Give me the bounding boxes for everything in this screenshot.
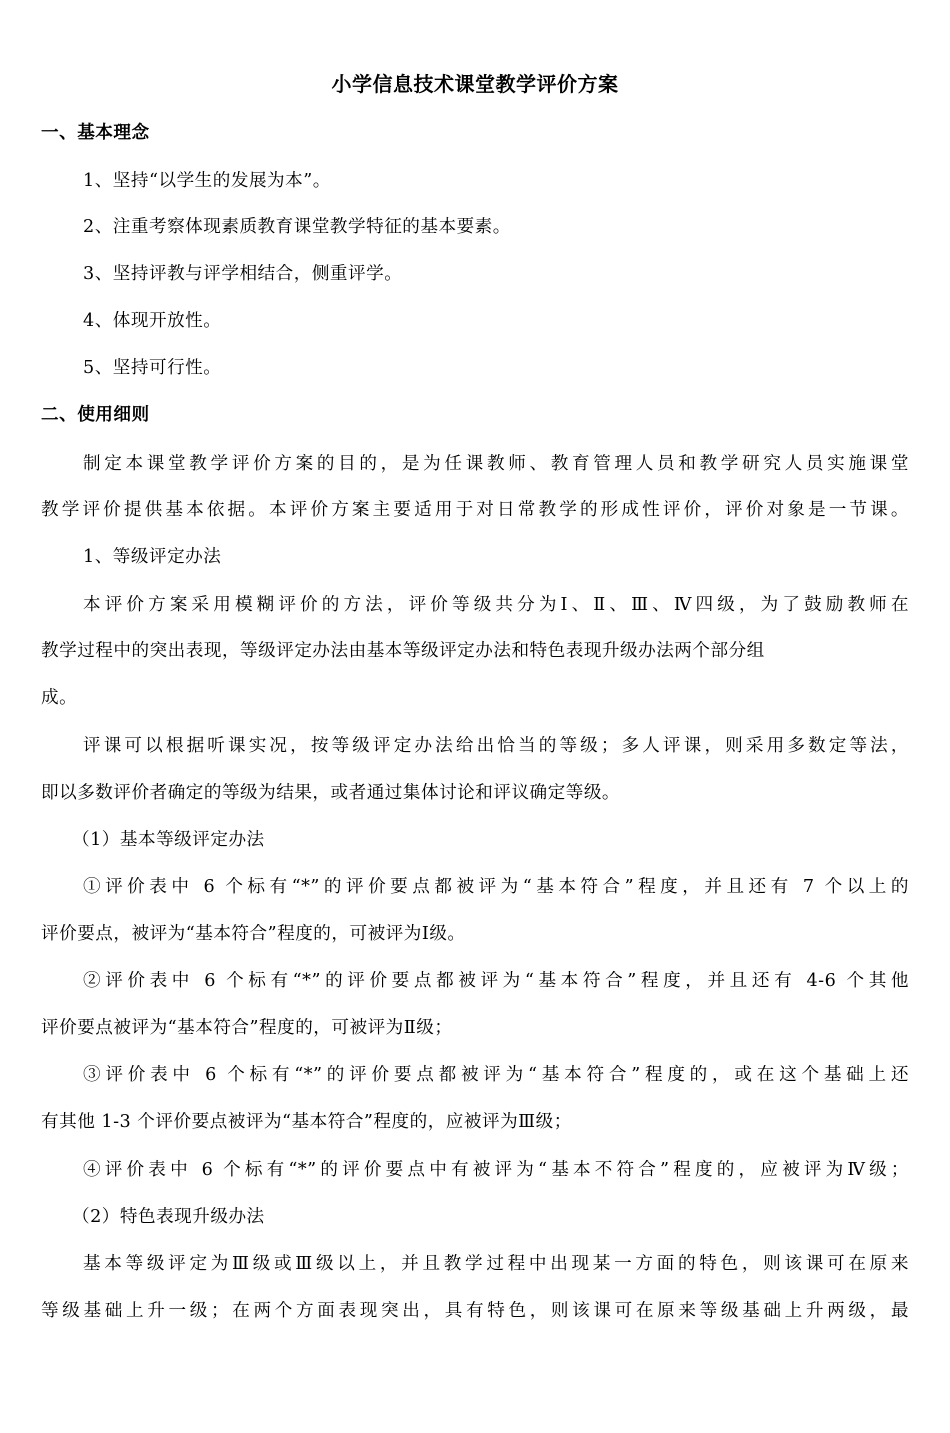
- rule-line: ②评价表中 6 个标有“*”的评价要点都被评为“基本符合”程度，并且还有 4-6 个其他: [83, 971, 909, 991]
- rule-line: 评价要点被评为“基本符合”程度的，可被评为Ⅱ级；: [41, 1018, 453, 1038]
- subsection-heading-basic-grading: （1）基本等级评定办法: [72, 830, 265, 850]
- paragraph-line: 等级基础上升一级；在两个方面表现突出，具有特色，则该课可在原来等级基础上升两级，最: [41, 1301, 909, 1321]
- paragraph-line: 教学过程中的突出表现，等级评定办法由基本等级评定办法和特色表现升级办法两个部分组: [41, 641, 765, 661]
- subsection-heading-grading: 1、等级评定办法: [83, 547, 222, 567]
- paragraph-line: 基本等级评定为Ⅲ级或Ⅲ级以上，并且教学过程中出现某一方面的特色，则该课可在原来: [83, 1254, 909, 1274]
- document-title: 小学信息技术课堂教学评价方案: [331, 72, 619, 96]
- principle-item: 3、坚持评教与评学相结合，侧重评学。: [83, 264, 403, 284]
- rule-line: ①评价表中 6 个标有“*”的评价要点都被评为“基本符合”程度，并且还有 7 个以上的: [83, 877, 909, 897]
- principle-item: 1、坚持“以学生的发展为本”。: [83, 171, 331, 191]
- rule-line: ④评价表中 6 个标有“*”的评价要点中有被评为“基本不符合”程度的，应被评为Ⅳ级；: [83, 1160, 909, 1180]
- subsection-heading-upgrade: （2）特色表现升级办法: [72, 1207, 265, 1227]
- rule-line: ③评价表中 6 个标有“*”的评价要点都被评为“基本符合”程度的，或在这个基础上还: [83, 1065, 909, 1085]
- paragraph-line: 本评价方案采用模糊评价的方法，评价等级共分为Ⅰ、Ⅱ、Ⅲ、Ⅳ四级，为了鼓励教师在: [83, 595, 909, 615]
- principle-item: 2、注重考察体现素质教育课堂教学特征的基本要素。: [83, 217, 511, 237]
- paragraph-line: 即以多数评价者确定的等级为结果，或者通过集体讨论和评议确定等级。: [41, 783, 621, 803]
- principle-item: 4、体现开放性。: [83, 311, 222, 331]
- paragraph-line: 制定本课堂教学评价方案的目的，是为任课教师、教育管理人员和教学研究人员实施课堂: [83, 454, 909, 474]
- section-heading-basic-philosophy: 一、基本理念: [41, 123, 150, 143]
- paragraph-line: 评课可以根据听课实况，按等级评定办法给出恰当的等级；多人评课，则采用多数定等法，: [83, 736, 909, 756]
- rule-line: 评价要点，被评为“基本符合”程度的，可被评为Ⅰ级。: [41, 924, 466, 944]
- paragraph-line: 教学评价提供基本依据。本评价方案主要适用于对日常教学的形成性评价，评价对象是一节课。: [41, 500, 909, 520]
- principle-item: 5、坚持可行性。: [83, 358, 222, 378]
- section-heading-usage-rules: 二、使用细则: [41, 405, 150, 425]
- rule-line: 有其他 1-3 个评价要点被评为“基本符合”程度的，应被评为Ⅲ级；: [41, 1112, 572, 1132]
- paragraph-line: 成。: [41, 688, 78, 708]
